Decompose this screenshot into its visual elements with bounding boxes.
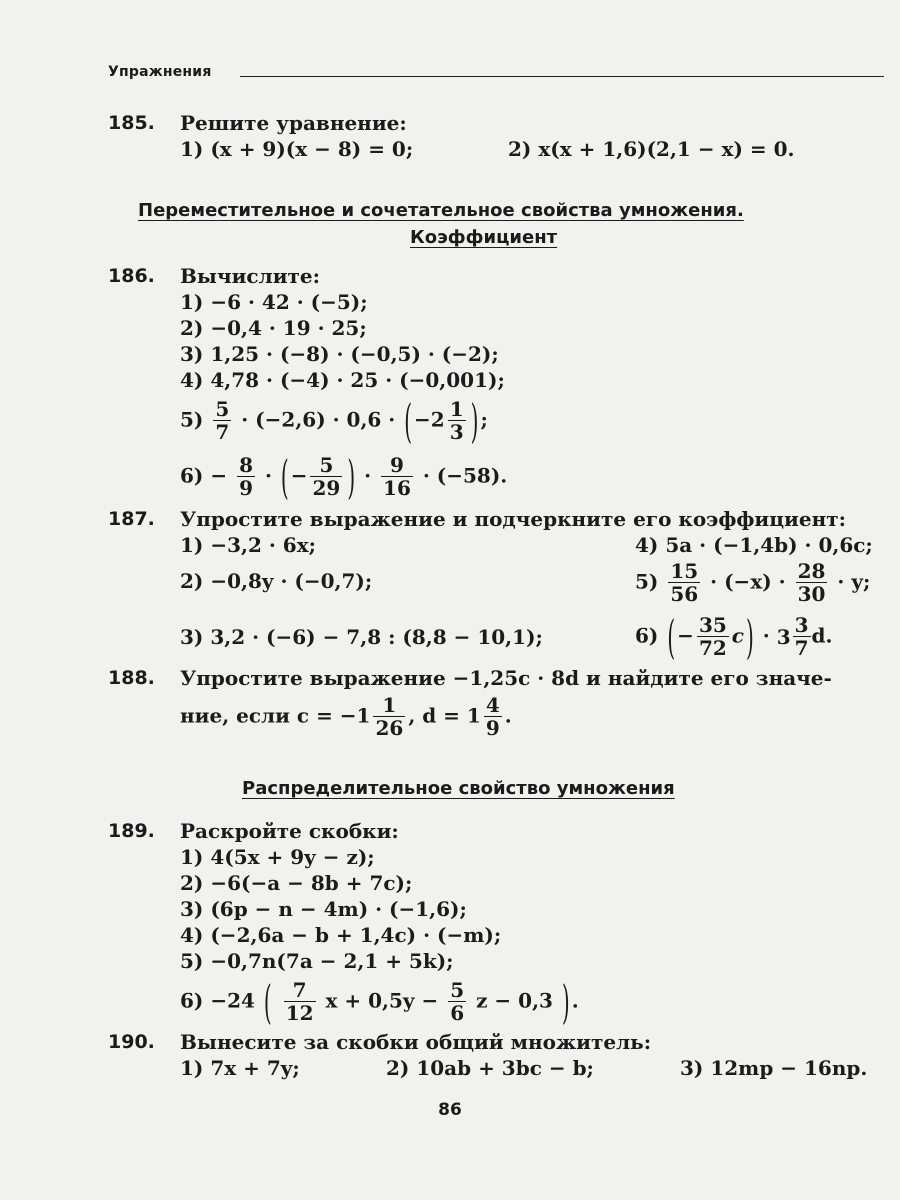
exercise-187-item-5: 5) $\frac{15}{56}$ · (−x) · $\frac{28}{30}$ · y; (635, 559, 871, 607)
fraction: $\frac{7}{12}$ (285, 978, 314, 1026)
fraction: $\frac{35}{72}$ (698, 613, 727, 661)
exercise-187-item-2: 2) −0,8y · (−0,7); (180, 569, 373, 593)
exercise-190-item-3: 3) 12mp − 16np. (680, 1056, 868, 1080)
exercise-185-item-1: 1) (x + 9)(x − 8) = 0; (180, 137, 414, 161)
exercise-189-prompt: Раскройте скобки: (180, 819, 399, 843)
exercise-185-item-2: 2) x(x + 1,6)(2,1 − x) = 0. (508, 137, 795, 161)
fraction: $\frac{3}{7}$ (794, 613, 809, 661)
exercise-187-item-4: 4) 5a · (−1,4b) · 0,6c; (635, 533, 873, 557)
exercise-186-item-2: 2) −0,4 · 19 · 25; (180, 316, 367, 340)
exercise-187-item-3: 3) 3,2 · (−6) − 7,8 : (8,8 − 10,1); (180, 625, 543, 649)
exercise-186-item-6: 6) − $\frac{8}{9}$ · ( − $\frac{5}{29}$ ) · $\frac{9}{16}$ · (−58). (180, 449, 508, 505)
exercise-189-item-4: 4) (−2,6a − b + 1,4c) · (−m); (180, 923, 502, 947)
exercise-188-line-2: ние, если c = −1 $\frac{1}{26}$ , d = 1 $\frac{4}{9}$ . (180, 693, 512, 741)
exercise-186-number: 186. (108, 265, 155, 287)
exercise-189-item-1: 1) 4(5x + 9y − z); (180, 845, 375, 869)
fraction: $\frac{4}{9}$ (485, 693, 500, 741)
exercise-186-item-3: 3) 1,25 · (−8) · (−0,5) · (−2); (180, 342, 499, 366)
exercise-189-item-6: 6) −24 ( $\frac{7}{12}$ x + 0,5y − $\frac{5}{6}$ z − 0,3 ) . (180, 974, 579, 1030)
fraction: $\frac{5}{29}$ (312, 453, 341, 501)
exercise-190-item-1: 1) 7x + 7y; (180, 1056, 300, 1080)
fraction: $\frac{1}{3}$ (449, 397, 464, 445)
exercise-190-item-2: 2) 10ab + 3bc − b; (386, 1056, 594, 1080)
exercise-189-item-2: 2) −6(−a − 8b + 7c); (180, 871, 413, 895)
exercise-187-item-1: 1) −3,2 · 6x; (180, 533, 317, 557)
exercise-190-number: 190. (108, 1031, 155, 1053)
fraction: $\frac{5}{7}$ (215, 397, 230, 445)
exercise-189-item-3: 3) (6p − n − 4m) · (−1,6); (180, 897, 467, 921)
exercise-189-number: 189. (108, 820, 155, 842)
exercise-187-number: 187. (108, 508, 155, 530)
header-title: Упражнения (108, 64, 212, 80)
fraction: $\frac{1}{26}$ (375, 693, 404, 741)
section-title-line-1: Переместительное и сочетательное свойства умножения. (138, 200, 744, 221)
page-number: 86 (438, 1100, 462, 1120)
exercise-187-prompt: Упростите выражение и подчеркните его коэффициент: (180, 507, 846, 531)
section-title-distributive: Распределительное свойство умножения (242, 778, 675, 799)
exercise-187-item-6: 6) ( − $\frac{35}{72}$ c ) · 3 $\frac{3}{7}$ d. (635, 609, 833, 665)
header-rule (240, 76, 884, 77)
fraction: $\frac{28}{30}$ (797, 559, 826, 607)
exercise-186-item-1: 1) −6 · 42 · (−5); (180, 290, 368, 314)
fraction: $\frac{5}{6}$ (450, 978, 465, 1026)
fraction: $\frac{8}{9}$ (239, 453, 253, 501)
exercise-186-item-5: 5) $\frac{5}{7}$ · (−2,6) · 0,6 · ( −2 $\frac{1}{3}$ ) ; (180, 393, 488, 449)
page-header (108, 64, 884, 84)
exercise-190-prompt: Вынесите за скобки общий множитель: (180, 1030, 652, 1054)
exercise-188-number: 188. (108, 667, 155, 689)
exercise-186-prompt: Вычислите: (180, 264, 321, 288)
exercise-185-prompt: Решите уравнение: (180, 111, 407, 135)
exercise-189-item-5: 5) −0,7n(7a − 2,1 + 5k); (180, 949, 454, 973)
exercise-185-number: 185. (108, 112, 155, 134)
fraction: $\frac{9}{16}$ (383, 453, 411, 501)
exercise-186-item-4: 4) 4,78 · (−4) · 25 · (−0,001); (180, 368, 505, 392)
fraction: $\frac{15}{56}$ (670, 559, 699, 607)
exercise-188-line-1: Упростите выражение −1,25c · 8d и найдите его значе- (180, 666, 832, 690)
section-title-line-2: Коэффициент (410, 227, 558, 248)
